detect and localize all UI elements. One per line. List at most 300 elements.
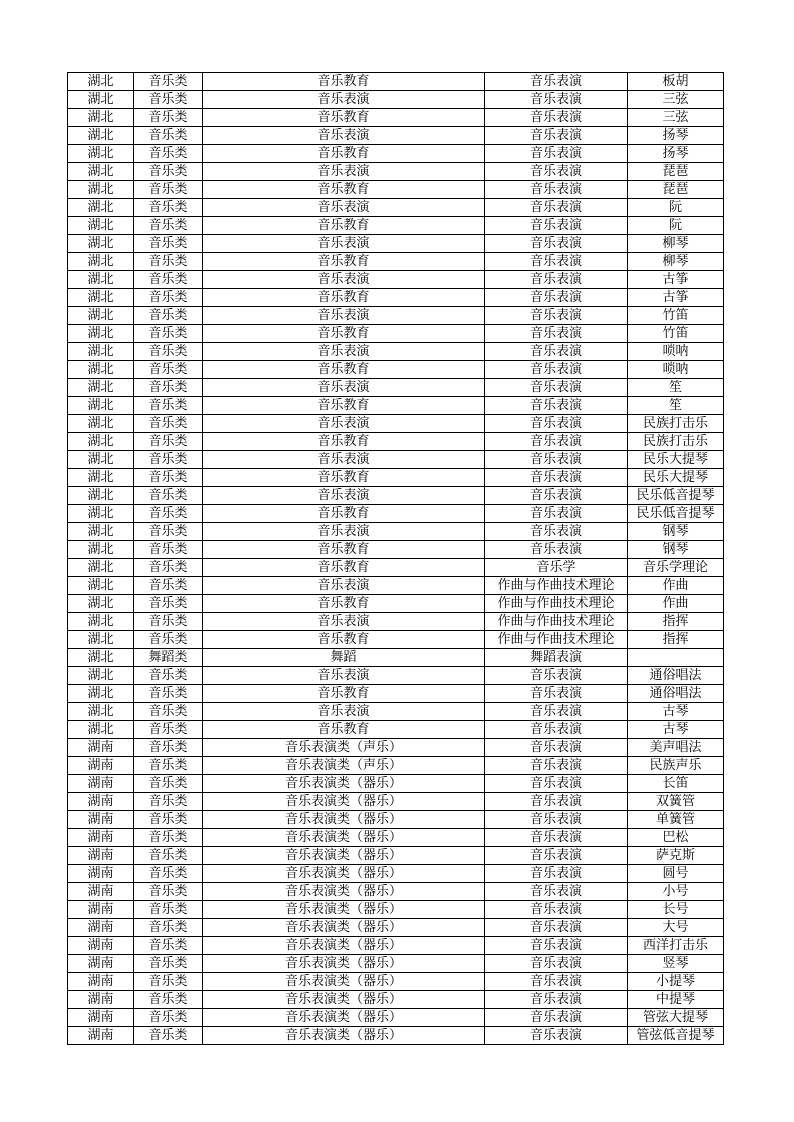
major-class-cell: 音乐表演类（器乐） <box>203 1009 485 1027</box>
major-class-cell: 音乐表演 <box>203 307 485 325</box>
category-cell: 音乐类 <box>134 307 203 325</box>
major-cell: 音乐表演 <box>485 307 628 325</box>
table-row <box>68 577 724 595</box>
province-cell: 湖南 <box>68 775 134 793</box>
table-row <box>68 883 724 901</box>
major-cell: 音乐表演 <box>485 397 628 415</box>
major-class-cell: 音乐表演类（器乐） <box>203 955 485 973</box>
category-cell: 音乐类 <box>134 253 203 271</box>
table-row <box>68 847 724 865</box>
category-cell: 音乐类 <box>134 883 203 901</box>
table-row <box>68 469 724 487</box>
direction-cell: 柳琴 <box>628 253 724 271</box>
major-class-cell: 音乐表演类（器乐） <box>203 865 485 883</box>
table-row <box>68 865 724 883</box>
major-class-cell: 音乐教育 <box>203 505 485 523</box>
province-cell: 湖北 <box>68 577 134 595</box>
direction-cell: 音乐学理论 <box>628 559 724 577</box>
direction-cell: 民乐大提琴 <box>628 451 724 469</box>
major-cell: 音乐表演 <box>485 793 628 811</box>
major-cell: 作曲与作曲技术理论 <box>485 631 628 649</box>
table-row <box>68 415 724 433</box>
direction-cell: 钢琴 <box>628 523 724 541</box>
major-cell: 音乐表演 <box>485 109 628 127</box>
province-cell: 湖北 <box>68 451 134 469</box>
major-class-cell: 音乐表演类（器乐） <box>203 901 485 919</box>
province-cell: 湖北 <box>68 361 134 379</box>
province-cell: 湖北 <box>68 721 134 739</box>
major-cell: 音乐表演 <box>485 1027 628 1045</box>
category-cell: 音乐类 <box>134 1009 203 1027</box>
province-cell: 湖北 <box>68 307 134 325</box>
province-cell: 湖南 <box>68 1009 134 1027</box>
major-cell: 音乐表演 <box>485 235 628 253</box>
table-row <box>68 937 724 955</box>
table-row <box>68 721 724 739</box>
category-cell: 音乐类 <box>134 361 203 379</box>
table-row <box>68 811 724 829</box>
table-row <box>68 343 724 361</box>
direction-cell: 古琴 <box>628 721 724 739</box>
category-cell: 音乐类 <box>134 271 203 289</box>
direction-cell: 竹笛 <box>628 307 724 325</box>
category-cell: 音乐类 <box>134 469 203 487</box>
major-class-cell: 音乐教育 <box>203 595 485 613</box>
table-row <box>68 145 724 163</box>
major-cell: 音乐表演 <box>485 145 628 163</box>
table-row <box>68 1027 724 1045</box>
category-cell: 音乐类 <box>134 991 203 1009</box>
province-cell: 湖南 <box>68 793 134 811</box>
category-cell: 音乐类 <box>134 109 203 127</box>
province-cell: 湖北 <box>68 325 134 343</box>
province-cell: 湖南 <box>68 865 134 883</box>
province-cell: 湖北 <box>68 415 134 433</box>
direction-cell: 长笛 <box>628 775 724 793</box>
province-cell: 湖北 <box>68 469 134 487</box>
province-cell: 湖北 <box>68 91 134 109</box>
table-row <box>68 739 724 757</box>
category-cell: 音乐类 <box>134 973 203 991</box>
table-row <box>68 253 724 271</box>
direction-cell: 钢琴 <box>628 541 724 559</box>
table-row <box>68 505 724 523</box>
province-cell: 湖北 <box>68 289 134 307</box>
major-class-cell: 音乐表演类（器乐） <box>203 811 485 829</box>
major-cell: 音乐表演 <box>485 73 628 91</box>
province-cell: 湖北 <box>68 163 134 181</box>
major-class-cell: 舞蹈 <box>203 649 485 667</box>
major-class-cell: 音乐教育 <box>203 181 485 199</box>
province-cell: 湖北 <box>68 199 134 217</box>
major-class-cell: 音乐表演 <box>203 523 485 541</box>
major-class-cell: 音乐表演类（声乐） <box>203 757 485 775</box>
table-row <box>68 73 724 91</box>
category-cell: 音乐类 <box>134 415 203 433</box>
category-cell: 音乐类 <box>134 955 203 973</box>
direction-cell: 中提琴 <box>628 991 724 1009</box>
category-cell: 音乐类 <box>134 379 203 397</box>
province-cell: 湖北 <box>68 343 134 361</box>
major-class-cell: 音乐表演 <box>203 343 485 361</box>
province-cell: 湖北 <box>68 271 134 289</box>
major-cell: 音乐表演 <box>485 973 628 991</box>
province-cell: 湖南 <box>68 901 134 919</box>
major-class-cell: 音乐表演 <box>203 415 485 433</box>
category-cell: 音乐类 <box>134 865 203 883</box>
category-cell: 音乐类 <box>134 937 203 955</box>
major-class-cell: 音乐表演类（器乐） <box>203 883 485 901</box>
province-cell: 湖北 <box>68 559 134 577</box>
category-cell: 音乐类 <box>134 559 203 577</box>
major-class-cell: 音乐表演 <box>203 127 485 145</box>
table-row <box>68 775 724 793</box>
table-row <box>68 523 724 541</box>
major-cell: 音乐表演 <box>485 1009 628 1027</box>
major-cell: 音乐表演 <box>485 991 628 1009</box>
major-class-cell: 音乐表演 <box>203 703 485 721</box>
major-class-cell: 音乐表演类（声乐） <box>203 739 485 757</box>
major-cell: 音乐表演 <box>485 199 628 217</box>
major-class-cell: 音乐表演 <box>203 379 485 397</box>
major-cell: 音乐表演 <box>485 433 628 451</box>
category-cell: 音乐类 <box>134 217 203 235</box>
province-cell: 湖北 <box>68 685 134 703</box>
major-cell: 音乐表演 <box>485 829 628 847</box>
direction-cell: 萨克斯 <box>628 847 724 865</box>
table-row <box>68 127 724 145</box>
table-row <box>68 433 724 451</box>
direction-cell: 通俗唱法 <box>628 667 724 685</box>
direction-cell: 唢呐 <box>628 343 724 361</box>
table-row <box>68 181 724 199</box>
table-row <box>68 955 724 973</box>
category-cell: 音乐类 <box>134 163 203 181</box>
table-row <box>68 1009 724 1027</box>
table-body <box>68 73 724 1045</box>
direction-cell: 管弦低音提琴 <box>628 1027 724 1045</box>
table-row <box>68 199 724 217</box>
major-class-cell: 音乐教育 <box>203 145 485 163</box>
major-cell: 音乐表演 <box>485 343 628 361</box>
province-cell: 湖北 <box>68 127 134 145</box>
table-row <box>68 541 724 559</box>
direction-cell: 琵琶 <box>628 181 724 199</box>
major-cell: 音乐表演 <box>485 523 628 541</box>
major-class-cell: 音乐表演 <box>203 91 485 109</box>
major-class-cell: 音乐教育 <box>203 685 485 703</box>
category-cell: 音乐类 <box>134 721 203 739</box>
category-cell: 音乐类 <box>134 289 203 307</box>
major-class-cell: 音乐表演类（器乐） <box>203 991 485 1009</box>
province-cell: 湖南 <box>68 973 134 991</box>
direction-cell: 三弦 <box>628 109 724 127</box>
major-cell: 音乐表演 <box>485 919 628 937</box>
province-cell: 湖北 <box>68 667 134 685</box>
direction-cell: 小提琴 <box>628 973 724 991</box>
major-class-cell: 音乐教育 <box>203 73 485 91</box>
major-cell: 音乐表演 <box>485 379 628 397</box>
province-cell: 湖北 <box>68 487 134 505</box>
category-cell: 音乐类 <box>134 595 203 613</box>
province-cell: 湖南 <box>68 757 134 775</box>
province-cell: 湖南 <box>68 991 134 1009</box>
category-cell: 音乐类 <box>134 811 203 829</box>
major-cell: 音乐表演 <box>485 937 628 955</box>
major-class-cell: 音乐表演 <box>203 163 485 181</box>
major-cell: 音乐表演 <box>485 775 628 793</box>
table-row <box>68 307 724 325</box>
province-cell: 湖北 <box>68 613 134 631</box>
major-cell: 音乐表演 <box>485 361 628 379</box>
major-class-cell: 音乐教育 <box>203 361 485 379</box>
major-cell: 音乐表演 <box>485 181 628 199</box>
direction-cell: 古琴 <box>628 703 724 721</box>
major-cell: 舞蹈表演 <box>485 649 628 667</box>
major-cell: 音乐表演 <box>485 541 628 559</box>
province-cell: 湖北 <box>68 253 134 271</box>
direction-cell: 圆号 <box>628 865 724 883</box>
direction-cell: 指挥 <box>628 631 724 649</box>
category-cell: 舞蹈类 <box>134 649 203 667</box>
major-cell: 音乐表演 <box>485 685 628 703</box>
major-cell: 音乐表演 <box>485 901 628 919</box>
province-cell: 湖北 <box>68 397 134 415</box>
category-cell: 音乐类 <box>134 919 203 937</box>
category-cell: 音乐类 <box>134 343 203 361</box>
major-class-cell: 音乐教育 <box>203 253 485 271</box>
province-cell: 湖北 <box>68 217 134 235</box>
major-class-cell: 音乐教育 <box>203 289 485 307</box>
category-cell: 音乐类 <box>134 73 203 91</box>
table-row <box>68 397 724 415</box>
province-cell: 湖南 <box>68 829 134 847</box>
direction-cell: 长号 <box>628 901 724 919</box>
major-class-cell: 音乐教育 <box>203 721 485 739</box>
major-cell: 音乐表演 <box>485 847 628 865</box>
province-cell: 湖北 <box>68 433 134 451</box>
major-class-cell: 音乐教育 <box>203 217 485 235</box>
category-cell: 音乐类 <box>134 397 203 415</box>
major-cell: 作曲与作曲技术理论 <box>485 595 628 613</box>
category-cell: 音乐类 <box>134 127 203 145</box>
category-cell: 音乐类 <box>134 901 203 919</box>
category-cell: 音乐类 <box>134 325 203 343</box>
province-cell: 湖南 <box>68 937 134 955</box>
direction-cell: 美声唱法 <box>628 739 724 757</box>
direction-cell: 阮 <box>628 199 724 217</box>
table-row <box>68 91 724 109</box>
direction-cell: 柳琴 <box>628 235 724 253</box>
table-row <box>68 991 724 1009</box>
major-cell: 作曲与作曲技术理论 <box>485 577 628 595</box>
direction-cell: 扬琴 <box>628 127 724 145</box>
direction-cell: 三弦 <box>628 91 724 109</box>
direction-cell: 小号 <box>628 883 724 901</box>
province-cell: 湖北 <box>68 541 134 559</box>
category-cell: 音乐类 <box>134 1027 203 1045</box>
province-cell: 湖南 <box>68 847 134 865</box>
category-cell: 音乐类 <box>134 235 203 253</box>
major-class-cell: 音乐教育 <box>203 541 485 559</box>
major-class-cell: 音乐表演 <box>203 487 485 505</box>
major-class-cell: 音乐教育 <box>203 631 485 649</box>
province-cell: 湖北 <box>68 505 134 523</box>
major-class-cell: 音乐表演类（器乐） <box>203 775 485 793</box>
direction-cell: 民族打击乐 <box>628 433 724 451</box>
category-cell: 音乐类 <box>134 775 203 793</box>
province-cell: 湖北 <box>68 181 134 199</box>
province-cell: 湖南 <box>68 919 134 937</box>
province-cell: 湖北 <box>68 235 134 253</box>
province-cell: 湖南 <box>68 955 134 973</box>
direction-cell: 笙 <box>628 397 724 415</box>
table-row <box>68 109 724 127</box>
table-row <box>68 973 724 991</box>
table-row <box>68 757 724 775</box>
table-row <box>68 703 724 721</box>
category-cell: 音乐类 <box>134 685 203 703</box>
direction-cell: 管弦大提琴 <box>628 1009 724 1027</box>
category-cell: 音乐类 <box>134 703 203 721</box>
direction-cell: 古筝 <box>628 289 724 307</box>
province-cell: 湖北 <box>68 379 134 397</box>
direction-cell: 民族声乐 <box>628 757 724 775</box>
major-cell: 音乐表演 <box>485 955 628 973</box>
major-class-cell: 音乐表演类（器乐） <box>203 829 485 847</box>
province-cell: 湖北 <box>68 703 134 721</box>
category-cell: 音乐类 <box>134 739 203 757</box>
major-class-cell: 音乐表演 <box>203 577 485 595</box>
table-row <box>68 289 724 307</box>
major-class-cell: 音乐表演类（器乐） <box>203 973 485 991</box>
province-cell: 湖南 <box>68 1027 134 1045</box>
major-cell: 音乐表演 <box>485 757 628 775</box>
category-cell: 音乐类 <box>134 451 203 469</box>
major-cell: 音乐表演 <box>485 739 628 757</box>
major-cell: 音乐表演 <box>485 667 628 685</box>
category-cell: 音乐类 <box>134 523 203 541</box>
major-cell: 音乐表演 <box>485 271 628 289</box>
category-cell: 音乐类 <box>134 505 203 523</box>
province-cell: 湖南 <box>68 739 134 757</box>
major-class-cell: 音乐表演类（器乐） <box>203 793 485 811</box>
direction-cell: 竹笛 <box>628 325 724 343</box>
major-class-cell: 音乐表演 <box>203 667 485 685</box>
direction-cell: 指挥 <box>628 613 724 631</box>
direction-cell: 通俗唱法 <box>628 685 724 703</box>
major-cell: 音乐表演 <box>485 703 628 721</box>
category-cell: 音乐类 <box>134 631 203 649</box>
direction-cell: 大号 <box>628 919 724 937</box>
major-class-cell: 音乐表演 <box>203 613 485 631</box>
table-row <box>68 649 724 667</box>
province-cell: 湖北 <box>68 649 134 667</box>
major-cell: 音乐表演 <box>485 415 628 433</box>
major-cell: 音乐表演 <box>485 721 628 739</box>
major-cell: 音乐学 <box>485 559 628 577</box>
direction-cell: 民乐大提琴 <box>628 469 724 487</box>
direction-cell: 琵琶 <box>628 163 724 181</box>
category-cell: 音乐类 <box>134 487 203 505</box>
direction-cell: 笙 <box>628 379 724 397</box>
major-class-cell: 音乐教育 <box>203 109 485 127</box>
table-row <box>68 685 724 703</box>
province-cell: 湖北 <box>68 109 134 127</box>
category-cell: 音乐类 <box>134 199 203 217</box>
province-cell: 湖南 <box>68 883 134 901</box>
table-row <box>68 325 724 343</box>
category-cell: 音乐类 <box>134 541 203 559</box>
direction-cell: 扬琴 <box>628 145 724 163</box>
major-cell: 音乐表演 <box>485 883 628 901</box>
major-cell: 音乐表演 <box>485 505 628 523</box>
major-cell: 音乐表演 <box>485 469 628 487</box>
table-row <box>68 613 724 631</box>
direction-cell: 竖琴 <box>628 955 724 973</box>
category-cell: 音乐类 <box>134 613 203 631</box>
table-row <box>68 379 724 397</box>
table-row <box>68 793 724 811</box>
direction-cell: 民族打击乐 <box>628 415 724 433</box>
province-cell: 湖北 <box>68 631 134 649</box>
table-row <box>68 919 724 937</box>
major-cell: 音乐表演 <box>485 91 628 109</box>
direction-cell: 巴松 <box>628 829 724 847</box>
major-class-cell: 音乐表演类（器乐） <box>203 937 485 955</box>
category-cell: 音乐类 <box>134 829 203 847</box>
major-class-cell: 音乐教育 <box>203 397 485 415</box>
category-cell: 音乐类 <box>134 181 203 199</box>
table-row <box>68 901 724 919</box>
province-cell: 湖北 <box>68 145 134 163</box>
major-cell: 音乐表演 <box>485 865 628 883</box>
major-class-cell: 音乐表演 <box>203 271 485 289</box>
major-class-cell: 音乐教育 <box>203 325 485 343</box>
major-class-cell: 音乐表演类（器乐） <box>203 847 485 865</box>
category-cell: 音乐类 <box>134 91 203 109</box>
major-cell: 音乐表演 <box>485 253 628 271</box>
major-cell: 音乐表演 <box>485 487 628 505</box>
table-row <box>68 271 724 289</box>
major-cell: 音乐表演 <box>485 289 628 307</box>
category-cell: 音乐类 <box>134 577 203 595</box>
table-row <box>68 631 724 649</box>
data-table <box>67 72 724 1045</box>
direction-cell <box>628 649 724 667</box>
direction-cell: 民乐低音提琴 <box>628 505 724 523</box>
province-cell: 湖北 <box>68 595 134 613</box>
direction-cell: 作曲 <box>628 595 724 613</box>
table-row <box>68 217 724 235</box>
province-cell: 湖南 <box>68 811 134 829</box>
direction-cell: 民乐低音提琴 <box>628 487 724 505</box>
province-cell: 湖北 <box>68 73 134 91</box>
major-cell: 作曲与作曲技术理论 <box>485 613 628 631</box>
category-cell: 音乐类 <box>134 847 203 865</box>
table-row <box>68 595 724 613</box>
major-cell: 音乐表演 <box>485 451 628 469</box>
province-cell: 湖北 <box>68 523 134 541</box>
direction-cell: 西洋打击乐 <box>628 937 724 955</box>
major-class-cell: 音乐表演类（器乐） <box>203 1027 485 1045</box>
major-class-cell: 音乐表演 <box>203 451 485 469</box>
major-class-cell: 音乐教育 <box>203 433 485 451</box>
direction-cell: 作曲 <box>628 577 724 595</box>
table-row <box>68 829 724 847</box>
table-row <box>68 559 724 577</box>
direction-cell: 古筝 <box>628 271 724 289</box>
